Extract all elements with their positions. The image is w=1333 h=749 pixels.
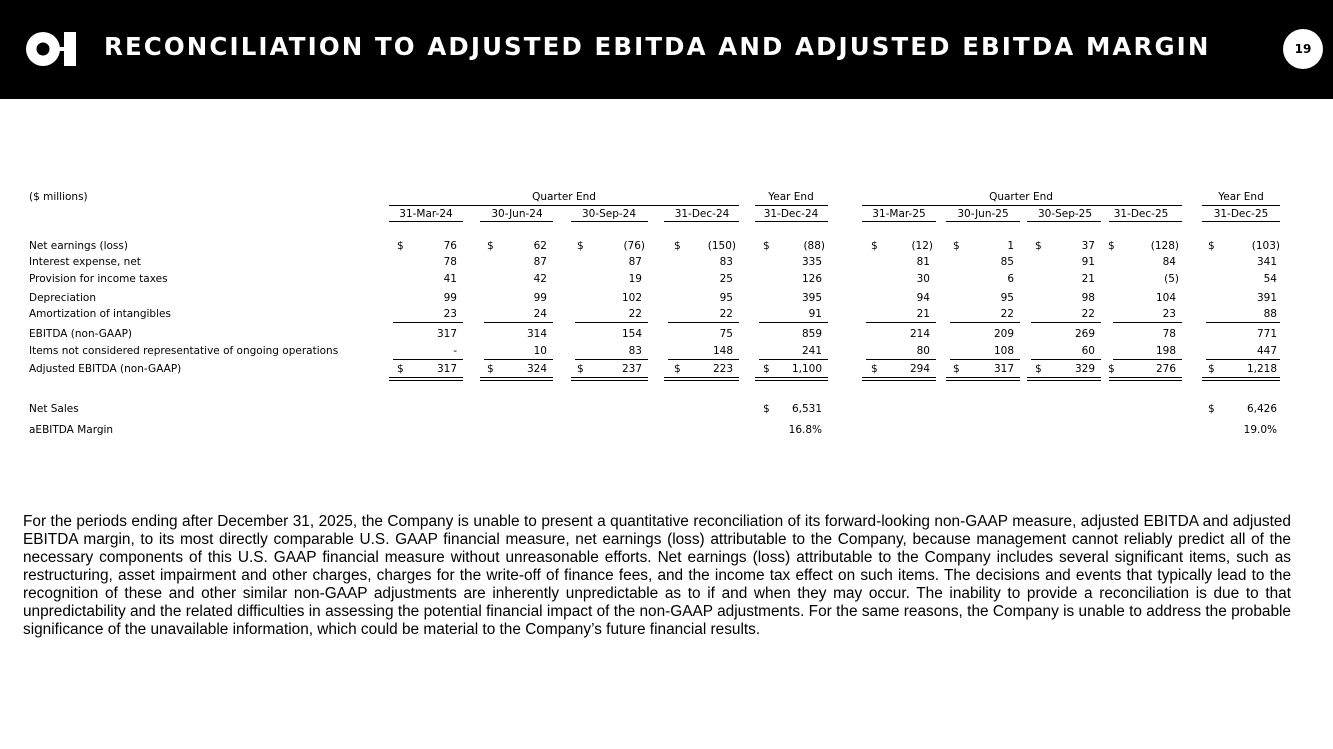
- total-double-rule: [1027, 377, 1101, 378]
- subtotal-rule: [950, 359, 1020, 360]
- total-double-rule: [571, 377, 648, 378]
- currency-symbol: $: [1208, 363, 1215, 375]
- table-cell: 95: [1000, 292, 1014, 304]
- currency-symbol: $: [487, 240, 494, 252]
- column-header: 30-Jun-25: [957, 208, 1009, 220]
- row-label: Depreciation: [29, 292, 96, 304]
- subtotal-rule: [393, 322, 463, 323]
- table-cell: 341: [1256, 256, 1277, 268]
- subtotal-rule: [1206, 322, 1280, 323]
- table-cell: 276: [1155, 363, 1176, 375]
- table-cell: 81: [916, 256, 930, 268]
- total-double-rule: [480, 377, 553, 378]
- table-cell: 108: [993, 345, 1014, 357]
- currency-symbol: $: [871, 240, 878, 252]
- currency-symbol: $: [1035, 240, 1042, 252]
- page-number: 19: [1283, 29, 1323, 69]
- row-label: Amortization of intangibles: [29, 308, 171, 320]
- row-label: Interest expense, net: [29, 256, 141, 268]
- column-header-rule: [862, 221, 936, 222]
- total-double-rule: [571, 380, 648, 381]
- table-cell: 859: [801, 328, 822, 340]
- table-cell: 91: [1081, 256, 1095, 268]
- table-cell: 78: [1162, 328, 1176, 340]
- column-header-rule: [480, 221, 553, 222]
- table-cell: 78: [443, 256, 457, 268]
- table-cell: 85: [1000, 256, 1014, 268]
- column-header: 31-Dec-25: [1113, 208, 1169, 220]
- o-i-logo-icon: [26, 31, 78, 67]
- group-header: Year End: [768, 191, 814, 203]
- subtotal-rule: [484, 359, 553, 360]
- table-cell: 83: [628, 345, 642, 357]
- table-cell: 154: [621, 328, 642, 340]
- table-cell: 87: [533, 256, 547, 268]
- table-cell: 16.8%: [788, 424, 822, 436]
- subtotal-rule: [575, 322, 648, 323]
- table-cell: 30: [916, 273, 930, 285]
- column-header: 31-Dec-25: [1213, 208, 1269, 220]
- subtotal-rule: [866, 359, 936, 360]
- table-cell: (103): [1251, 240, 1280, 252]
- currency-symbol: $: [487, 363, 494, 375]
- subtotal-rule: [1031, 322, 1101, 323]
- subtotal-rule: [668, 322, 739, 323]
- total-double-rule: [1202, 380, 1280, 381]
- column-header: 31-Mar-25: [872, 208, 926, 220]
- column-header-rule: [571, 221, 648, 222]
- total-double-rule: [862, 377, 936, 378]
- table-cell: 104: [1155, 292, 1176, 304]
- table-cell: 19.0%: [1243, 424, 1277, 436]
- column-header: 31-Dec-24: [763, 208, 819, 220]
- currency-symbol: $: [1208, 240, 1215, 252]
- subtotal-rule: [1113, 359, 1182, 360]
- table-cell: 198: [1155, 345, 1176, 357]
- subtotal-rule: [484, 322, 553, 323]
- total-double-rule: [664, 377, 739, 378]
- total-double-rule: [755, 377, 828, 378]
- table-cell: 91: [808, 308, 822, 320]
- column-header: 30-Sep-25: [1037, 208, 1093, 220]
- currency-symbol: $: [397, 363, 404, 375]
- currency-symbol: $: [1208, 403, 1215, 415]
- currency-symbol: $: [674, 240, 681, 252]
- table-cell: 324: [526, 363, 547, 375]
- table-cell: 329: [1074, 363, 1095, 375]
- row-label: Net Sales: [29, 403, 79, 415]
- table-cell: 98: [1081, 292, 1095, 304]
- table-cell: 10: [533, 345, 547, 357]
- row-label: aEBITDA Margin: [29, 424, 114, 436]
- table-cell: (5): [1164, 273, 1179, 285]
- table-cell: 22: [1000, 308, 1014, 320]
- group-header: Quarter End: [532, 191, 596, 203]
- table-cell: 80: [916, 345, 930, 357]
- table-cell: 223: [712, 363, 733, 375]
- subtotal-rule: [1206, 359, 1280, 360]
- subtotal-rule: [575, 359, 648, 360]
- table-cell: 37: [1081, 240, 1095, 252]
- group-header-rule: [755, 205, 828, 206]
- total-double-rule: [389, 380, 463, 381]
- table-cell: 84: [1162, 256, 1176, 268]
- group-header-rule: [1202, 205, 1280, 206]
- table-cell: 102: [621, 292, 642, 304]
- table-cell: 42: [533, 273, 547, 285]
- total-double-rule: [389, 377, 463, 378]
- footnote: For the periods ending after December 31, 2025, the Company is unable to present a quantitative reconciliation of its forward-looking non-GAAP measure, adjusted EBITDA and adjusted EBITDA margin, to its most directly comparable U.S. GAAP financial measure, net earnings (loss) attributable to the Company, because management cannot reliably predict all of the necessary components of this U.S. GAAP financial measure without unreasonable efforts. Net earnings (loss) attributable to the Company includes several significant items, such as restructuring, asset impairment and other charges, charges for the write-off of finance fees, and the income tax effect on such items. The decisions and events that typically lead to the recognition of these and other similar non-GAAP adjustments are inherently unpredictable as to if and when they may occur. The inability to provide a reconciliation is due to that unpredictability and the related difficulties in assessing the potential financial impact of the non-GAAP adjustments. For the same reasons, the Company is unable to address the probable significance of the unavailable information, which could be material to the Company’s future financial results.: [23, 513, 1291, 638]
- group-header-rule: [389, 205, 739, 206]
- subtotal-rule: [950, 322, 1020, 323]
- table-cell: 148: [712, 345, 733, 357]
- table-cell: 314: [526, 328, 547, 340]
- currency-symbol: $: [1108, 240, 1115, 252]
- subtotal-rule: [668, 359, 739, 360]
- total-double-rule: [946, 377, 1020, 378]
- table-cell: 25: [719, 273, 733, 285]
- column-header-rule: [946, 221, 1020, 222]
- table-cell: 209: [993, 328, 1014, 340]
- table-cell: 99: [533, 292, 547, 304]
- table-cell: (76): [623, 240, 645, 252]
- table-cell: 23: [1162, 308, 1176, 320]
- total-double-rule: [664, 380, 739, 381]
- column-header: 30-Sep-24: [581, 208, 637, 220]
- table-cell: 75: [719, 328, 733, 340]
- column-header-rule: [664, 221, 739, 222]
- currency-symbol: $: [577, 240, 584, 252]
- currency-symbol: $: [763, 403, 770, 415]
- group-header: Year End: [1218, 191, 1264, 203]
- row-label: Provision for income taxes: [29, 273, 168, 285]
- currency-symbol: $: [674, 363, 681, 375]
- column-header-rule: [755, 221, 828, 222]
- column-header: 31-Mar-24: [399, 208, 453, 220]
- table-cell: 317: [993, 363, 1014, 375]
- table-cell: 771: [1256, 328, 1277, 340]
- table-cell: -: [453, 345, 457, 357]
- table-cell: 22: [628, 308, 642, 320]
- currency-symbol: $: [397, 240, 404, 252]
- subtotal-rule: [759, 359, 828, 360]
- total-double-rule: [480, 380, 553, 381]
- row-label: Adjusted EBITDA (non-GAAP): [29, 363, 182, 375]
- table-cell: 6,531: [791, 403, 822, 415]
- table-cell: 88: [1263, 308, 1277, 320]
- table-cell: 21: [916, 308, 930, 320]
- table-cell: 94: [916, 292, 930, 304]
- currency-symbol: $: [763, 363, 770, 375]
- total-double-rule: [862, 380, 936, 381]
- table-cell: 237: [621, 363, 642, 375]
- table-cell: 126: [801, 273, 822, 285]
- currency-symbol: $: [953, 240, 960, 252]
- subtotal-rule: [759, 322, 828, 323]
- subtotal-rule: [866, 322, 936, 323]
- subtotal-rule: [393, 359, 463, 360]
- table-cell: 60: [1081, 345, 1095, 357]
- total-double-rule: [755, 380, 828, 381]
- table-cell: 1,100: [791, 363, 822, 375]
- table-cell: 269: [1074, 328, 1095, 340]
- total-double-rule: [1202, 377, 1280, 378]
- table-cell: 22: [719, 308, 733, 320]
- currency-symbol: $: [1035, 363, 1042, 375]
- table-cell: 76: [443, 240, 457, 252]
- table-cell: (128): [1150, 240, 1179, 252]
- table-cell: 335: [801, 256, 822, 268]
- table-cell: 391: [1256, 292, 1277, 304]
- table-cell: 395: [801, 292, 822, 304]
- table-cell: 24: [533, 308, 547, 320]
- table-cell: 447: [1256, 345, 1277, 357]
- column-header-rule: [1027, 221, 1101, 222]
- table-cell: 95: [719, 292, 733, 304]
- total-double-rule: [1027, 380, 1101, 381]
- currency-symbol: $: [1108, 363, 1115, 375]
- table-cell: (88): [803, 240, 825, 252]
- table-cell: 241: [801, 345, 822, 357]
- column-header: 30-Jun-24: [491, 208, 543, 220]
- table-cell: 1,218: [1246, 363, 1277, 375]
- subtotal-rule: [1113, 322, 1182, 323]
- group-header-rule: [862, 205, 1182, 206]
- group-header: Quarter End: [989, 191, 1053, 203]
- page-title: RECONCILIATION TO ADJUSTED EBITDA AND ADJUSTED EBITDA MARGIN: [104, 32, 1211, 61]
- table-cell: 62: [533, 240, 547, 252]
- currency-symbol: $: [763, 240, 770, 252]
- table-cell: 214: [909, 328, 930, 340]
- header-bar: [0, 0, 1333, 99]
- total-double-rule: [946, 380, 1020, 381]
- total-double-rule: [1109, 380, 1182, 381]
- column-header-rule: [1202, 221, 1280, 222]
- currency-symbol: $: [953, 363, 960, 375]
- units-label: ($ millions): [29, 191, 88, 203]
- row-label: Items not considered representative of ongoing operations: [29, 345, 339, 357]
- row-label: Net earnings (loss): [29, 240, 128, 252]
- table-cell: 6: [1007, 273, 1014, 285]
- table-cell: 1: [1007, 240, 1014, 252]
- table-cell: 19: [628, 273, 642, 285]
- currency-symbol: $: [577, 363, 584, 375]
- table-cell: 317: [436, 363, 457, 375]
- table-cell: 317: [436, 328, 457, 340]
- table-cell: (150): [707, 240, 736, 252]
- table-cell: (12): [911, 240, 933, 252]
- table-cell: 21: [1081, 273, 1095, 285]
- table-cell: 99: [443, 292, 457, 304]
- column-header: 31-Dec-24: [674, 208, 730, 220]
- table-cell: 54: [1263, 273, 1277, 285]
- total-double-rule: [1109, 377, 1182, 378]
- table-cell: 6,426: [1246, 403, 1277, 415]
- table-cell: 23: [443, 308, 457, 320]
- table-cell: 87: [628, 256, 642, 268]
- currency-symbol: $: [871, 363, 878, 375]
- subtotal-rule: [1031, 359, 1101, 360]
- table-cell: 41: [443, 273, 457, 285]
- row-label: EBITDA (non-GAAP): [29, 328, 132, 340]
- table-cell: 22: [1081, 308, 1095, 320]
- column-header-rule: [389, 221, 463, 222]
- column-header-rule: [1109, 221, 1182, 222]
- table-cell: 294: [909, 363, 930, 375]
- table-cell: 83: [719, 256, 733, 268]
